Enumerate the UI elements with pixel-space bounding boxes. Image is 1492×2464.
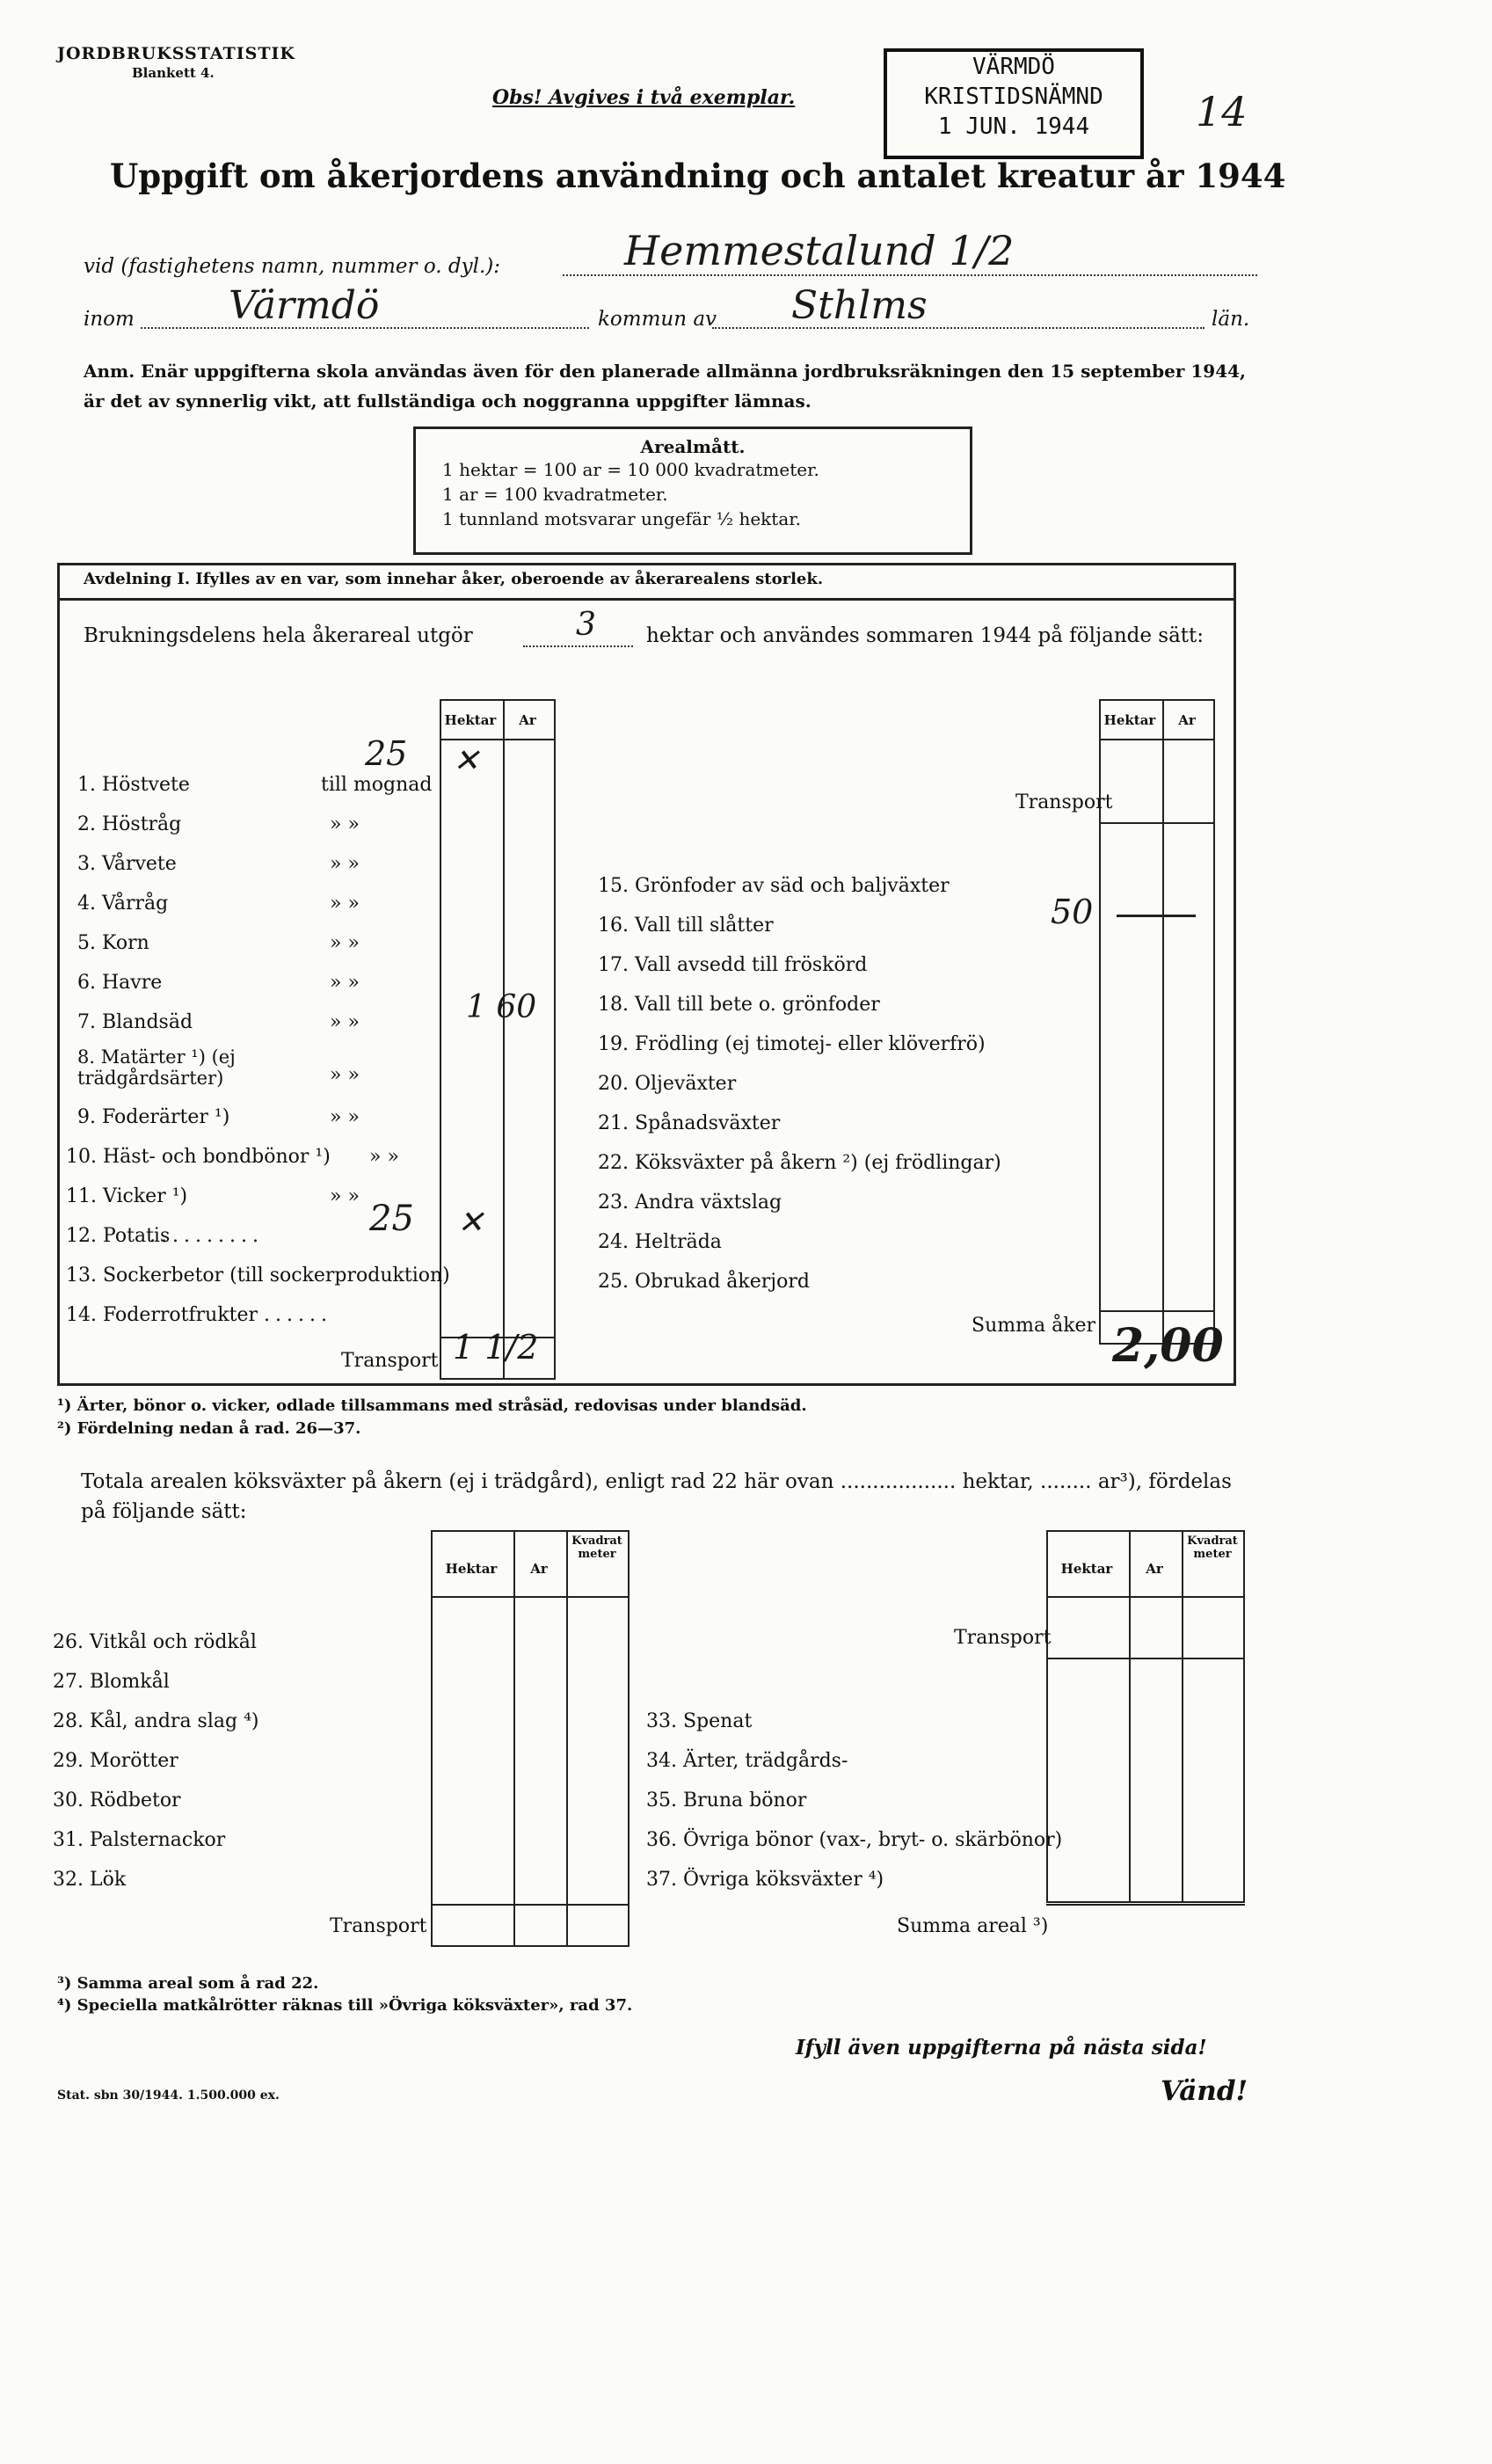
right-col-hektar: Hektar [1103, 712, 1156, 728]
page-title: Uppgift om åkerjordens användning och antalet kreatur år 1944 [110, 157, 1286, 195]
row-35-label: 35. Bruna bönor [646, 1790, 807, 1812]
row-27-label: 27. Blomkål [53, 1671, 170, 1693]
row-7-label: 7. Blandsäd [77, 1011, 193, 1033]
row-25-label: 25. Obrukad åkerjord [598, 1271, 810, 1293]
right-header-rule [1099, 739, 1215, 740]
kommun-value[interactable]: Sthlms [791, 283, 928, 328]
stamp-line-2: KRISTIDSNÄMND [924, 84, 1103, 110]
page-mark: 14 [1196, 88, 1248, 135]
areal-intro-a: Brukningsdelens hela åkerareal utgör [84, 624, 473, 647]
row-1-label: 1. Höstvete [77, 774, 190, 796]
row-5-unit: » » [330, 932, 360, 954]
s2-left-col-kvm: Kvadratmeter [571, 1535, 622, 1561]
right-col-ar: Ar [1178, 712, 1196, 728]
s2-right-ar-col [1127, 1530, 1183, 1903]
s2-left-transport-rule [431, 1904, 630, 1906]
left-col-hektar: Hektar [444, 712, 497, 728]
row-1-unit: till mognad [321, 774, 433, 796]
row-14-leader: ...... [264, 1304, 332, 1326]
footnote-4: ⁴) Speciella matkålrötter räknas till »Övriga köksväxter», rad 37. [57, 1996, 633, 2015]
section-2-intro: Totala arealen köksväxter på åkern (ej i trädgård), enligt rad 22 här ovan .................. hektar, ........ ar³), fördelas på följande sätt: [81, 1470, 1232, 1523]
kommun-label: kommun av [598, 308, 717, 331]
s2-left-transport: Transport [330, 1915, 427, 1937]
s2-right-kvm-col [1182, 1530, 1245, 1903]
print-info: Stat. sbn 30/1944. 1.500.000 ex. [57, 2089, 280, 2103]
s2-left-ar-col [512, 1530, 568, 1947]
row-37-label: 37. Övriga köksväxter ⁴) [646, 1869, 884, 1891]
left-ar-column [501, 699, 556, 1380]
right-ar-column [1161, 699, 1215, 1345]
right-transport-label: Transport [1015, 791, 1113, 813]
row-13-label: 13. Sockerbetor (till sockerproduktion) [66, 1265, 450, 1287]
row-12-leader: .......... [149, 1225, 264, 1247]
row-31-label: 31. Palsternackor [53, 1829, 226, 1851]
s2-left-kvm-col [566, 1530, 630, 1947]
s2-left-header-rule [431, 1596, 630, 1598]
stamp-line-1: VÄRMDÖ [972, 54, 1055, 80]
inom-label: inom [84, 308, 135, 331]
vid-line [563, 274, 1257, 276]
footnote-2: ²) Fördelning nedan å rad. 26—37. [57, 1419, 361, 1438]
section-1-heading: Avdelning I. Ifylles av en var, som innehar åker, oberoende av åkerarealens storlek. [84, 570, 824, 588]
right-transport-rule [1099, 822, 1215, 824]
row-36-label: 36. Övriga bönor (vax-, bryt- o. skärbönor) [646, 1829, 1063, 1851]
row-33-label: 33. Spenat [646, 1710, 753, 1732]
left-header-rule [440, 739, 556, 740]
areal-intro-value[interactable]: 3 [576, 607, 596, 643]
row-11-unit: » » [330, 1185, 360, 1207]
s2-left-hektar-col [431, 1530, 515, 1947]
row-19-label: 19. Frödling (ej timotej- eller klöverfrö) [598, 1033, 986, 1055]
row-8-unit: » » [330, 1064, 360, 1086]
row-21-label: 21. Spånadsväxter [598, 1112, 781, 1134]
row-10-label: 10. Häst- och bondbönor ¹) [66, 1146, 331, 1168]
row-22-label: 22. Köksväxter på åkern ²) (ej frödlingar) [598, 1152, 1001, 1174]
summa-aker-label: Summa åker [972, 1315, 1096, 1337]
row-9-label: 9. Foderärter ¹) [77, 1106, 230, 1128]
left-col-ar: Ar [519, 712, 536, 728]
inom-value[interactable]: Värmdö [229, 283, 380, 328]
row-12-label: 12. Potatis [66, 1225, 171, 1247]
vid-value[interactable]: Hemmestalund 1/2 [624, 227, 1015, 274]
row-7-unit: » » [330, 1011, 360, 1033]
next-page-instruction: Ifyll även uppgifterna på nästa sida! [796, 2036, 1207, 2059]
row-10-unit: » » [369, 1146, 399, 1168]
row-2-label: 2. Höstråg [77, 813, 182, 835]
row-23-label: 23. Andra växtslag [598, 1192, 782, 1214]
anm-note: Anm. Enär uppgifterna skola användas även för den planerade allmänna jordbruksräkningen den 15 september 1944, är det av synnerlig vikt, att fullständiga och noggranna uppgifter lämnas. [84, 361, 1246, 412]
s2-summa-label: Summa areal ³) [897, 1915, 1049, 1937]
row-3-label: 3. Vårvete [77, 853, 177, 875]
s2-right-col-kvm: Kvadratmeter [1187, 1535, 1238, 1561]
s2-right-transport: Transport [954, 1627, 1052, 1649]
row-11-label: 11. Vicker ¹) [66, 1185, 188, 1207]
arealmatt-box [413, 426, 972, 555]
row-3-unit: » » [330, 853, 360, 875]
form-number: Blankett 4. [132, 65, 215, 81]
copies-notice: Obs! Avgives i två exemplar. [492, 86, 796, 109]
s2-right-header-rule [1046, 1596, 1245, 1598]
row-28-label: 28. Kål, andra slag ⁴) [53, 1710, 259, 1732]
series-label: JORDBRUKSSTATISTIK [57, 44, 295, 63]
summa-rule [1099, 1310, 1215, 1312]
row-12-note[interactable]: 25 [369, 1199, 414, 1239]
row-29-label: 29. Morötter [53, 1750, 178, 1772]
row-15-label: 15. Grönfoder av säd och baljväxter [598, 875, 950, 897]
row-2-unit: » » [330, 813, 360, 835]
row-8-label: 8. Matärter ¹) (ej trädgårdsärter) [77, 1046, 236, 1089]
row-30-label: 30. Rödbetor [53, 1790, 181, 1812]
footnote-1: ¹) Ärter, bönor o. vicker, odlade tillsammans med stråsäd, redovisas under blandsäd. [57, 1396, 807, 1415]
row-26-label: 26. Vitkål och rödkål [53, 1631, 257, 1653]
committee-stamp [884, 48, 1144, 159]
footnote-3: ³) Samma areal som å rad 22. [57, 1974, 319, 1993]
row-16-label: 16. Vall till slåtter [598, 915, 774, 937]
row-24-label: 24. Helträda [598, 1231, 722, 1253]
row-20-label: 20. Oljeväxter [598, 1073, 737, 1095]
row-6-unit: » » [330, 972, 360, 994]
left-transport-label: Transport [341, 1350, 439, 1372]
left-transport-value[interactable]: 1 1/2 [453, 1328, 539, 1367]
row-14-label: 14. Foderrotfrukter [66, 1304, 258, 1326]
row-4-unit: » » [330, 893, 360, 915]
vid-label: vid (fastighetens namn, nummer o. dyl.): [84, 255, 501, 278]
row-34-label: 34. Ärter, trädgårds- [646, 1750, 848, 1772]
s2-right-col-ar: Ar [1146, 1561, 1163, 1577]
arealmatt-line-2: 1 ar = 100 kvadratmeter. [442, 484, 668, 505]
row-9-unit: » » [330, 1106, 360, 1128]
section-1-divider [57, 598, 1236, 601]
arealmatt-line-3: 1 tunnland motsvarar ungefär ½ hektar. [442, 508, 801, 529]
row-12-strike: ✕ [457, 1205, 484, 1241]
arealmatt-line-1: 1 hektar = 100 ar = 10 000 kvadratmeter. [442, 459, 819, 480]
row-1-strike: ✕ [453, 743, 480, 779]
kommun-line [712, 327, 1205, 329]
row-6-label: 6. Havre [77, 972, 163, 994]
row-16-note[interactable]: 50 [1051, 893, 1094, 931]
row-16-strike [1117, 915, 1196, 917]
areal-intro-b: hektar och användes sommaren 1944 på följande sätt: [646, 624, 1205, 647]
row-4-label: 4. Vårråg [77, 893, 169, 915]
summa-aker-value[interactable]: 2,00 [1112, 1319, 1224, 1373]
s2-left-col-ar: Ar [530, 1561, 548, 1577]
areal-intro-line [523, 645, 633, 647]
s2-right-col-hektar: Hektar [1060, 1561, 1113, 1577]
row-1-note[interactable]: 25 [365, 734, 408, 773]
row-17-label: 17. Vall avsedd till fröskörd [598, 954, 868, 976]
lan-label: län. [1212, 308, 1250, 331]
row-7-hektar[interactable]: 1 60 [466, 989, 537, 1025]
s2-right-transport-rule [1046, 1658, 1245, 1659]
row-18-label: 18. Vall till bete o. grönfoder [598, 994, 880, 1016]
turn-over-note: Vänd! [1161, 2075, 1248, 2107]
row-32-label: 32. Lök [53, 1869, 127, 1891]
arealmatt-title: Arealmått. [640, 436, 746, 457]
stamp-line-3: 1 JUN. 1944 [937, 113, 1090, 140]
row-5-label: 5. Korn [77, 932, 149, 954]
s2-summa-rule [1046, 1904, 1245, 1906]
s2-left-col-hektar: Hektar [445, 1561, 498, 1577]
